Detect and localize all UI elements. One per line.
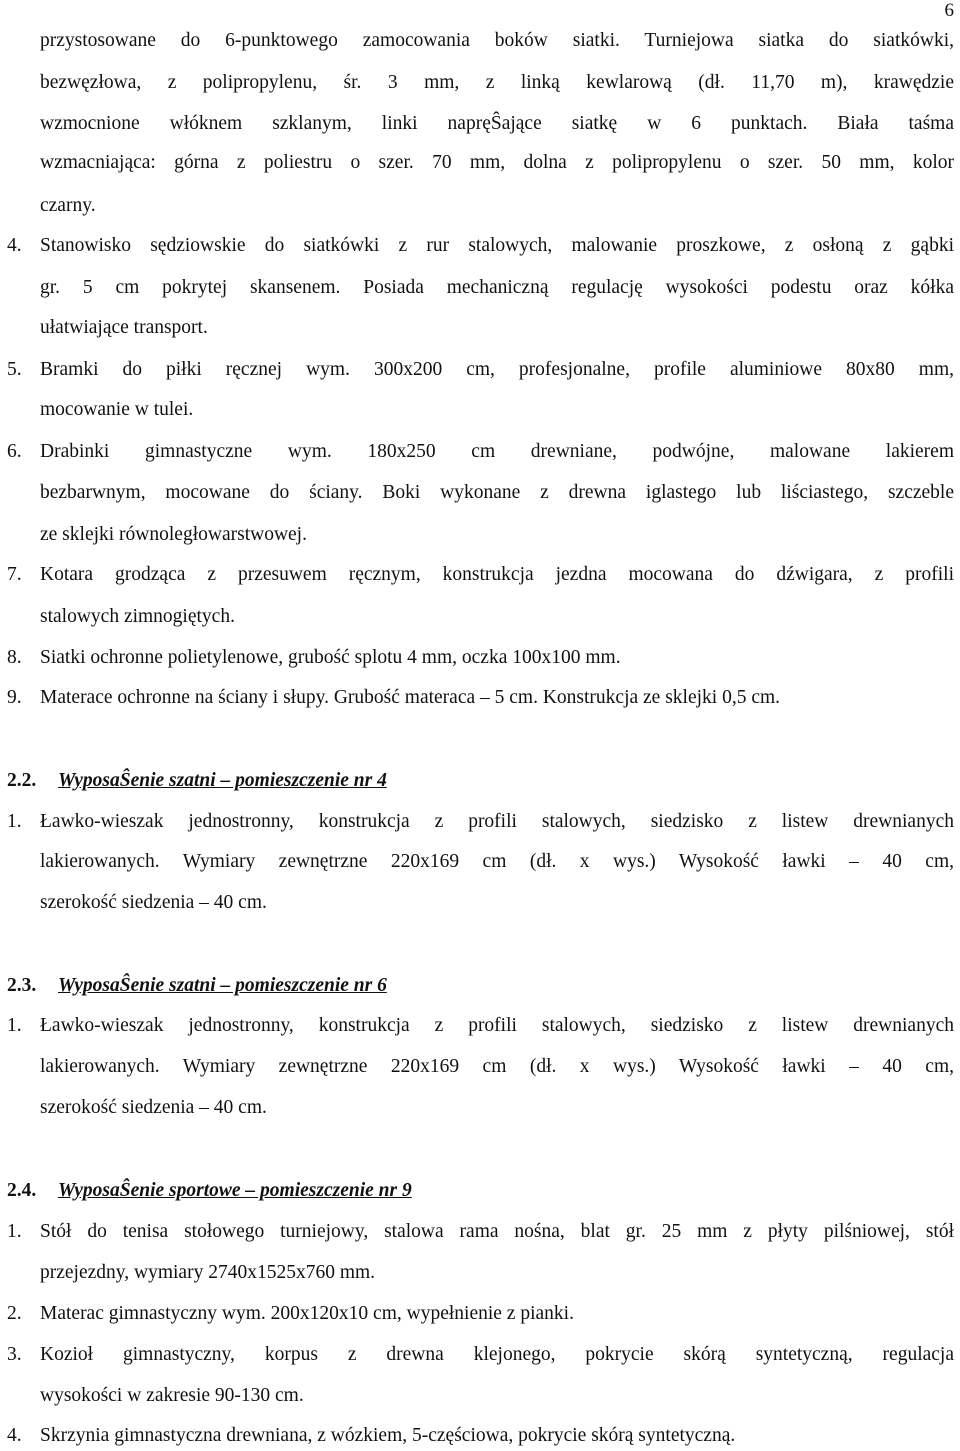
- list-item-continuation: [7, 1093, 954, 1123]
- list-item: [7, 437, 954, 467]
- list-item-continuation: [7, 109, 954, 139]
- list-item-text: przystosowane do 6-punktowego zamocowania boków siatki. Turniejowa siatka do siatkówki,: [40, 30, 954, 51]
- list-item: [7, 683, 954, 713]
- list-item-text: przejezdny, wymiary 2740x1525x760 mm.: [40, 1262, 376, 1283]
- list-item-continuation: [7, 313, 954, 343]
- section-title: WyposaŜenie szatni – pomieszczenie nr 4: [58, 770, 387, 791]
- section-number: 2.2.: [7, 770, 37, 791]
- list-item-text: Ławko-wieszak jednostronny, konstrukcja z profili stalowych, siedzisko z listew drewnianych: [40, 811, 954, 832]
- list-item-text: lakierowanych. Wymiary zewnętrzne 220x169 cm (dł. x wys.) Wysokość ławki – 40 cm,: [40, 1056, 954, 1077]
- list-item: [7, 1421, 954, 1451]
- list-item-text: Materace ochronne na ściany i słupy. Grubość materaca – 5 cm. Konstrukcja ze sklejki 0,5 cm.: [40, 687, 781, 708]
- page-number: 6: [944, 0, 954, 21]
- list-item-continuation: [7, 26, 954, 56]
- list-item-text: Stanowisko sędziowskie do siatkówki z rur stalowych, malowanie proszkowe, z osłoną z gąbki: [40, 235, 954, 256]
- list-item: [7, 807, 954, 837]
- list-item-text: wzmacniająca: górna z poliestru o szer. 70 mm, dolna z polipropylenu o szer. 50 mm, kolor: [40, 152, 954, 173]
- list-item-text: mocowanie w tulei.: [40, 399, 194, 420]
- list-item-number: 8.: [7, 647, 22, 668]
- list-item-text: Kozioł gimnastyczny, korpus z drewna klejonego, pokrycie skórą syntetyczną, regulacja: [40, 1344, 954, 1365]
- list-item-continuation: [7, 520, 954, 550]
- list-item-continuation: [7, 1258, 954, 1288]
- list-item-number: 9.: [7, 687, 22, 708]
- list-item-text: szerokość siedzenia – 40 cm.: [40, 892, 267, 913]
- list-item-number: 1.: [7, 1221, 22, 1242]
- list-item-text: Materac gimnastyczny wym. 200x120x10 cm, wypełnienie z pianki.: [40, 1303, 574, 1324]
- section-heading: [7, 766, 954, 796]
- list-item-text: Ławko-wieszak jednostronny, konstrukcja z profili stalowych, siedzisko z listew drewnianych: [40, 1015, 954, 1036]
- list-item-text: szerokość siedzenia – 40 cm.: [40, 1097, 267, 1118]
- list-item-text: Bramki do piłki ręcznej wym. 300x200 cm, profesjonalne, profile aluminiowe 80x80 mm,: [40, 359, 954, 380]
- list-item-text: wzmocnione włóknem szklanym, linki napręŜające siatkę w 6 punktach. Biała taśma: [40, 113, 954, 134]
- list-item-continuation: [7, 395, 954, 425]
- list-item: [7, 1299, 954, 1329]
- list-item-number: 3.: [7, 1344, 22, 1365]
- list-item: [7, 643, 954, 673]
- list-item: [7, 1011, 954, 1041]
- section-number: 2.3.: [7, 975, 37, 996]
- list-item: [7, 560, 954, 590]
- section-heading: [7, 1176, 954, 1206]
- list-item-continuation: [7, 273, 954, 303]
- list-item-continuation: [7, 1381, 954, 1411]
- list-item-text: Kotara grodząca z przesuwem ręcznym, konstrukcja jezdna mocowana do dźwigara, z profili: [40, 564, 954, 585]
- list-item-text: lakierowanych. Wymiary zewnętrzne 220x169 cm (dł. x wys.) Wysokość ławki – 40 cm,: [40, 851, 954, 872]
- list-item: [7, 231, 954, 261]
- list-item-number: 4.: [7, 1425, 22, 1446]
- list-item-number: 4.: [7, 235, 22, 256]
- list-item-text: Drabinki gimnastyczne wym. 180x250 cm drewniane, podwójne, malowane lakierem: [40, 441, 954, 462]
- list-item-continuation: [7, 478, 954, 508]
- list-item-text: stalowych zimnogiętych.: [40, 606, 235, 627]
- list-item-continuation: [7, 68, 954, 98]
- list-item-text: Stół do tenisa stołowego turniejowy, stalowa rama nośna, blat gr. 25 mm z płyty pilśniowej, stół: [40, 1221, 954, 1242]
- section-number: 2.4.: [7, 1180, 37, 1201]
- list-item-number: 1.: [7, 811, 22, 832]
- list-item-text: gr. 5 cm pokrytej skansenem. Posiada mechaniczną regulację wysokości podestu oraz kółka: [40, 277, 954, 298]
- list-item-continuation: [7, 1052, 954, 1082]
- list-item-text: ze sklejki równoległowarstwowej.: [40, 524, 307, 545]
- list-item-text: wysokości w zakresie 90-130 cm.: [40, 1385, 304, 1406]
- list-item-number: 6.: [7, 441, 22, 462]
- section-heading: [7, 971, 954, 1001]
- list-item-text: bezwęzłowa, z polipropylenu, śr. 3 mm, z linką kewlarową (dł. 11,70 m), krawędzie: [40, 72, 954, 93]
- list-item-text: ułatwiające transport.: [40, 317, 208, 338]
- list-item: [7, 1340, 954, 1370]
- section-title: WyposaŜenie szatni – pomieszczenie nr 6: [58, 975, 387, 996]
- list-item-continuation: [7, 191, 954, 221]
- list-item-number: 2.: [7, 1303, 22, 1324]
- list-item-continuation: [7, 888, 954, 918]
- list-item-number: 5.: [7, 359, 22, 380]
- list-item-continuation: [7, 602, 954, 632]
- list-item-text: Siatki ochronne polietylenowe, grubość splotu 4 mm, oczka 100x100 mm.: [40, 647, 621, 668]
- list-item-text: Skrzynia gimnastyczna drewniana, z wózkiem, 5-częściowa, pokrycie skórą syntetyczną.: [40, 1425, 736, 1446]
- list-item-number: 1.: [7, 1015, 22, 1036]
- list-item-text: czarny.: [40, 195, 96, 216]
- list-item: [7, 355, 954, 385]
- list-item-text: bezbarwnym, mocowane do ściany. Boki wykonane z drewna iglastego lub liściastego, szczeble: [40, 482, 954, 503]
- list-item-continuation: [7, 847, 954, 877]
- list-item: [7, 1217, 954, 1247]
- list-item-number: 7.: [7, 564, 22, 585]
- section-title: WyposaŜenie sportowe – pomieszczenie nr 9: [58, 1180, 412, 1201]
- list-item-continuation: [7, 148, 954, 178]
